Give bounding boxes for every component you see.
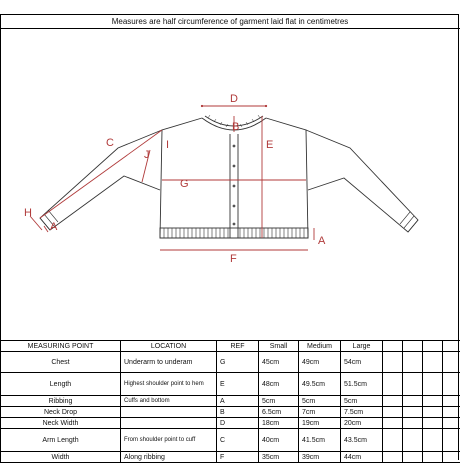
empty-cell bbox=[443, 352, 460, 373]
header-medium: Medium bbox=[299, 341, 341, 352]
cell-medium: 39cm bbox=[299, 452, 341, 463]
table-row bbox=[1, 407, 460, 418]
empty-cell bbox=[443, 452, 460, 463]
cell-medium: 19cm bbox=[299, 418, 341, 429]
empty-cell bbox=[383, 373, 403, 396]
table-row bbox=[1, 452, 460, 463]
cell-location: From shoulder point to cuff bbox=[121, 429, 217, 452]
cell-ref: A bbox=[217, 396, 259, 407]
cell-location: Underarm to underam bbox=[121, 352, 217, 373]
label-b: B bbox=[232, 121, 239, 133]
empty-cell bbox=[443, 407, 460, 418]
cell-small: 48cm bbox=[259, 373, 299, 396]
table-row bbox=[1, 418, 460, 429]
table-row bbox=[1, 396, 460, 407]
cell-location: Cuffs and bottom bbox=[121, 396, 217, 407]
cell-large: 51.5cm bbox=[341, 373, 383, 396]
empty-cell bbox=[443, 396, 460, 407]
cell-point: Length bbox=[1, 373, 121, 396]
empty-cell bbox=[383, 429, 403, 452]
empty-cell bbox=[383, 418, 403, 429]
cell-large: 5cm bbox=[341, 396, 383, 407]
header-ref: REF bbox=[217, 341, 259, 352]
cell-point: Arm Length bbox=[1, 429, 121, 452]
bottom-ribbing bbox=[160, 228, 308, 238]
cell-small: 40cm bbox=[259, 429, 299, 452]
header-measuring-point: MEASURING POINT bbox=[1, 341, 121, 352]
cell-location bbox=[121, 418, 217, 429]
cell-large: 7.5cm bbox=[341, 407, 383, 418]
empty-cell bbox=[443, 373, 460, 396]
empty-cell bbox=[423, 341, 443, 352]
cell-ref: G bbox=[217, 352, 259, 373]
cell-large: 20cm bbox=[341, 418, 383, 429]
label-a-left: A bbox=[50, 221, 58, 233]
empty-cell bbox=[383, 341, 403, 352]
empty-cell bbox=[423, 418, 443, 429]
empty-cell bbox=[443, 429, 460, 452]
empty-cell bbox=[383, 452, 403, 463]
label-d: D bbox=[230, 93, 238, 105]
cell-ref: F bbox=[217, 452, 259, 463]
empty-cell bbox=[383, 407, 403, 418]
cell-point: Ribbing bbox=[1, 396, 121, 407]
sheet-subtitle: Measures are half circumference of garment laid flat in centimetres bbox=[0, 15, 460, 29]
cell-medium: 41.5cm bbox=[299, 429, 341, 452]
cell-small: 6.5cm bbox=[259, 407, 299, 418]
cell-medium: 49cm bbox=[299, 352, 341, 373]
table-row bbox=[1, 352, 460, 373]
cell-large: 44cm bbox=[341, 452, 383, 463]
cell-medium: 49.5cm bbox=[299, 373, 341, 396]
cell-point: Neck Drop bbox=[1, 407, 121, 418]
cell-medium: 7cm bbox=[299, 407, 341, 418]
buttons bbox=[233, 145, 236, 226]
empty-cell bbox=[403, 418, 423, 429]
table-header-row bbox=[1, 341, 460, 352]
table-row bbox=[1, 373, 460, 396]
cell-large: 43.5cm bbox=[341, 429, 383, 452]
label-i: I bbox=[166, 139, 169, 151]
header-small: Small bbox=[259, 341, 299, 352]
table-row bbox=[1, 429, 460, 452]
cell-small: 45cm bbox=[259, 352, 299, 373]
empty-cell bbox=[423, 407, 443, 418]
empty-cell bbox=[403, 341, 423, 352]
empty-cell bbox=[403, 452, 423, 463]
label-g: G bbox=[180, 178, 189, 190]
empty-cell bbox=[403, 352, 423, 373]
size-chart-table bbox=[0, 340, 460, 463]
label-h: H bbox=[24, 207, 32, 219]
header-large: Large bbox=[341, 341, 383, 352]
label-a-right: A bbox=[318, 235, 326, 247]
cell-small: 5cm bbox=[259, 396, 299, 407]
cell-large: 54cm bbox=[341, 352, 383, 373]
cell-ref: C bbox=[217, 429, 259, 452]
cell-location: Along ribbing bbox=[121, 452, 217, 463]
brand-logo bbox=[0, 0, 460, 6]
empty-cell bbox=[423, 452, 443, 463]
cell-small: 35cm bbox=[259, 452, 299, 463]
label-f: F bbox=[230, 253, 237, 265]
empty-cell bbox=[403, 429, 423, 452]
cell-medium: 5cm bbox=[299, 396, 341, 407]
empty-cell bbox=[403, 396, 423, 407]
empty-cell bbox=[443, 341, 460, 352]
empty-cell bbox=[423, 429, 443, 452]
label-c: C bbox=[106, 137, 114, 149]
header-location: LOCATION bbox=[121, 341, 217, 352]
empty-cell bbox=[403, 407, 423, 418]
empty-cell bbox=[423, 373, 443, 396]
cuff-ribbing-right bbox=[400, 212, 418, 232]
label-e: E bbox=[266, 139, 273, 151]
cell-point: Chest bbox=[1, 352, 121, 373]
cell-point: Neck Width bbox=[1, 418, 121, 429]
empty-cell bbox=[423, 396, 443, 407]
cell-ref: B bbox=[217, 407, 259, 418]
cell-point: Width bbox=[1, 452, 121, 463]
cell-location bbox=[121, 407, 217, 418]
cell-small: 18cm bbox=[259, 418, 299, 429]
cell-ref: D bbox=[217, 418, 259, 429]
label-j: J bbox=[144, 149, 150, 161]
empty-cell bbox=[403, 373, 423, 396]
empty-cell bbox=[383, 352, 403, 373]
empty-cell bbox=[443, 418, 460, 429]
cell-location: Highest shoulder point to hem bbox=[121, 373, 217, 396]
empty-cell bbox=[423, 352, 443, 373]
cell-ref: E bbox=[217, 373, 259, 396]
empty-cell bbox=[383, 396, 403, 407]
garment-diagram bbox=[0, 30, 460, 340]
